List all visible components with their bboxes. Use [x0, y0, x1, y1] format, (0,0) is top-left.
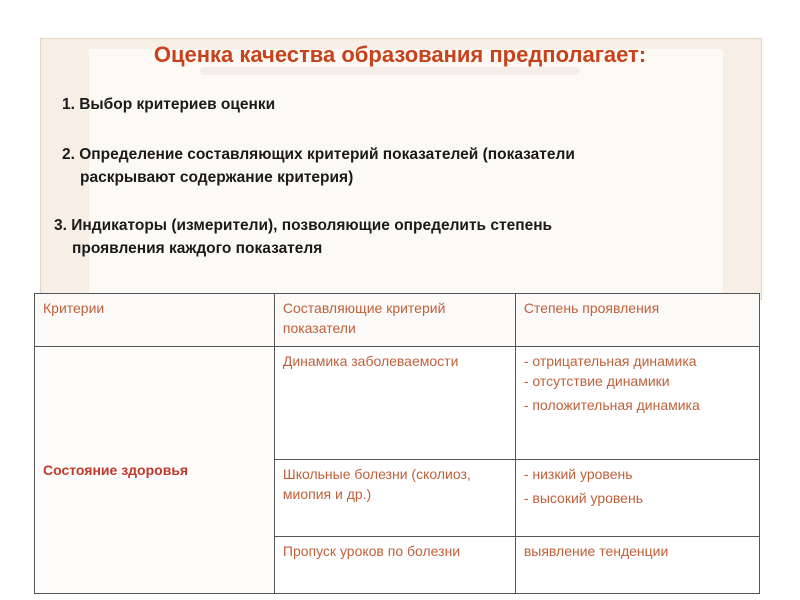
table-header-row — [35, 294, 760, 347]
slide-title: Оценка качества образования предполагает: — [153, 42, 647, 67]
degree-item: - отсутствие динамики — [523, 373, 670, 389]
list-item-2-text: 2. Определение составляющих критерий показателей (показатели — [62, 146, 575, 163]
degree-item: - положительная динамика — [523, 397, 700, 413]
indicator-cell: Пропуск уроков по болезни — [274, 537, 515, 594]
header-indicators: Составляющие критерий показатели — [274, 294, 515, 347]
criteria-table — [34, 293, 760, 594]
header-degree: Степень проявления — [515, 294, 759, 347]
table-row — [35, 347, 760, 460]
list-item-1 — [62, 93, 275, 116]
degree-cell — [515, 460, 759, 537]
list-item-2 — [62, 143, 575, 189]
list-item-3-text: 3. Индикаторы (измерители), позволяющие определить степень — [54, 217, 553, 234]
degree-cell — [515, 537, 759, 594]
list-item-3 — [54, 214, 552, 260]
indicator-cell: Школьные болезни (сколиоз, миопия и др.) — [274, 460, 515, 537]
degree-item: - низкий уровень — [523, 466, 633, 482]
list-item-3-continuation: проявления каждого показателя — [72, 240, 323, 257]
criterion-health: Состояние здоровья — [35, 347, 275, 594]
header-criteria: Критерии — [35, 294, 275, 347]
degree-cell — [515, 347, 759, 460]
list-item-2-continuation: раскрывают содержание критерия) — [80, 169, 354, 186]
title-reflection — [200, 67, 580, 75]
degree-item: - отрицательная динамика — [523, 353, 697, 369]
indicator-cell: Динамика заболеваемости — [274, 347, 515, 460]
list-item-1-text: 1. Выбор критериев оценки — [62, 96, 276, 113]
degree-item: выявление тенденции — [523, 543, 669, 559]
degree-item: - высокий уровень — [523, 490, 643, 506]
